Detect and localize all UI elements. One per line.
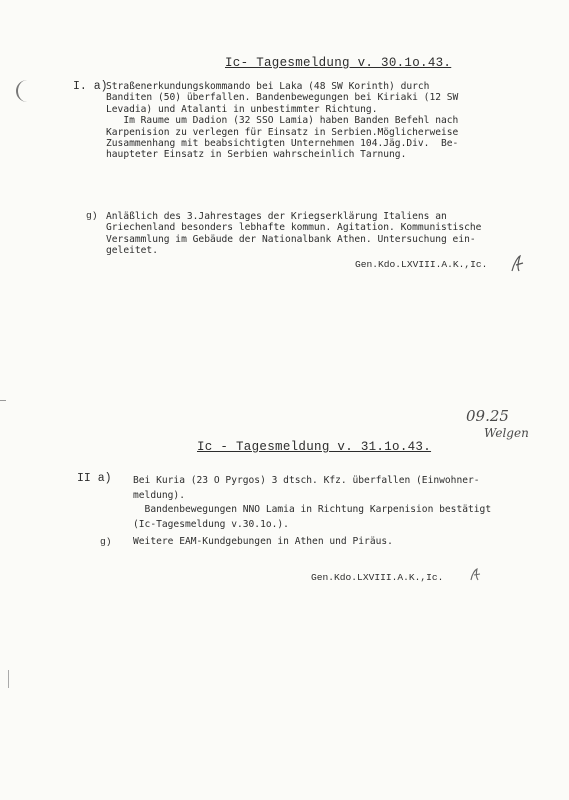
report1-item-g-label: g) bbox=[86, 210, 98, 221]
margin-tick-mark bbox=[8, 670, 9, 688]
report2-item-a: Bei Kuria (23 O Pyrgos) 3 dtsch. Kfz. überfallen (Einwohner- meldung). Bandenbewegungen NNO Lamia in Richtung Karpenision bestätigt (Ic-Tagesmeldung v.30.1o.). bbox=[133, 475, 492, 530]
report1-signature: Gen.Kdo.LXVIII.A.K.,Ic. bbox=[355, 259, 488, 270]
report1-initials-mark bbox=[508, 253, 530, 275]
report1-title: Ic- Tagesmeldung v. 30.1o.43. bbox=[225, 56, 452, 70]
report1-item-g: Anläßlich des 3.Jahrestages der Kriegserklärung Italiens an Griechenland besonders lebhafte kommun. Agitation. Kommunistische Versammlung im Gebäude der Nationalbank Athen. Untersuchung ein- geleitet. bbox=[106, 211, 482, 257]
report2-initials-mark bbox=[468, 566, 484, 584]
report1-section-label: I. a) bbox=[73, 80, 108, 93]
margin-tick-mark bbox=[0, 400, 6, 401]
report2-section-label: II a) bbox=[77, 472, 112, 485]
punch-hole-mark bbox=[16, 80, 28, 102]
report1-item-a: Straßenerkundungskommando bei Laka (48 SW Korinth) durch Banditen (50) überfallen. Bandenbewegungen bei Kiriaki (12 SW Levadia) und Atalanti in unbestimmter Richtung. Im Raume um Dadion (32 SSO Lamia) haben Banden Befehl nach Karpenision zu verlegen für Einsatz in Serbien.Möglicherweise Zusammenhang mit beabsichtigten Unternehmen 104.Jäg.Div. Be- haupteter Einsatz in Serbien wahrscheinlich Tarnung. bbox=[106, 81, 459, 161]
handwritten-note-word: Welgen bbox=[484, 426, 529, 440]
report2-item-g-label: g) bbox=[100, 536, 112, 547]
handwritten-note-number: 09.25 bbox=[466, 407, 509, 425]
report2-item-g: Weitere EAM-Kundgebungen in Athen und Piräus. bbox=[133, 536, 393, 547]
report2-title: Ic - Tagesmeldung v. 31.1o.43. bbox=[197, 440, 432, 454]
report2-signature: Gen.Kdo.LXVIII.A.K.,Ic. bbox=[311, 572, 444, 583]
